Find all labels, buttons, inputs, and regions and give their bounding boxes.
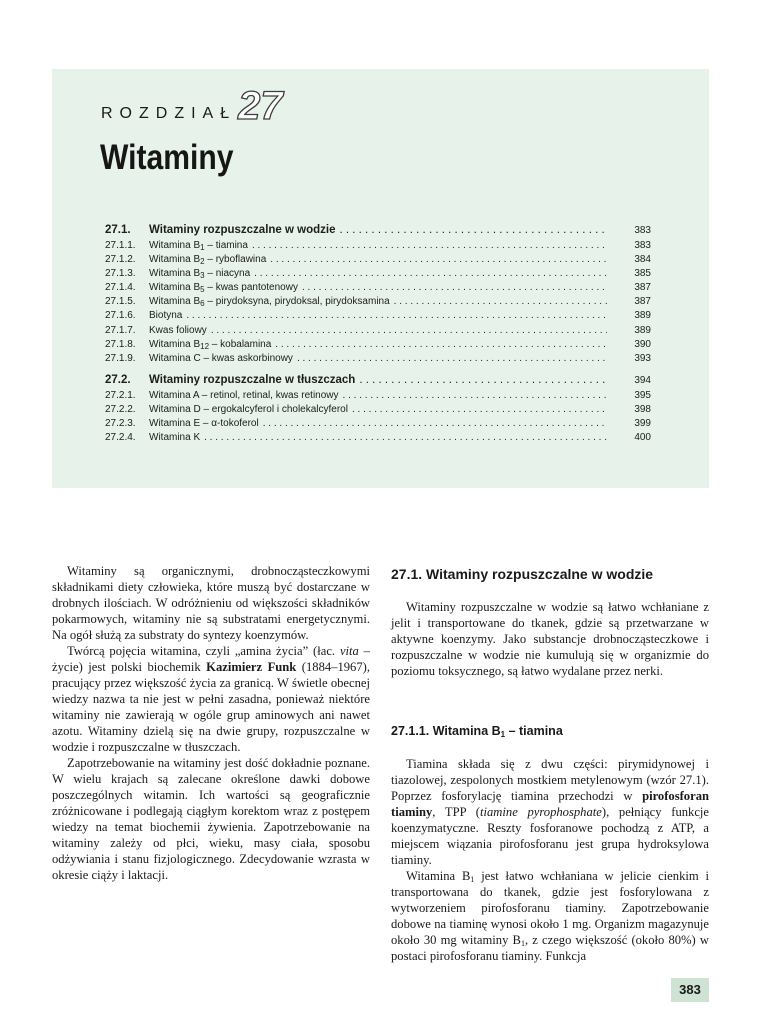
subscript: 1 (500, 730, 506, 739)
toc-page: 399 (634, 418, 651, 430)
toc-row (105, 281, 651, 295)
toc-number: 27.2.2. (105, 403, 136, 415)
toc-number: 27.1.3. (105, 268, 136, 280)
text-run: Tiamina składa się z dwu części: pirymidynowej i tiazolowej, zespolonych mostkiem metylenowym (wzór 27.1). Poprzez fosforylację tiamina przechodzi w (391, 757, 709, 803)
text-run: ), pełniący funkcje koenzymatyczne. Reszty fosforanowe pochodzą z ATP, a miejscem wiązania pirofosforanu jest grupa hydroksylowa tiaminy. (391, 805, 710, 867)
toc-row (105, 403, 651, 417)
toc-row (105, 371, 651, 389)
text-run: Witamina B (406, 869, 471, 883)
toc-leader (302, 281, 607, 295)
toc-leader (252, 239, 607, 253)
toc-title: Witamina $B_6$ – pirydoksyna, pirydoksal, pirydoksamina (149, 296, 390, 309)
toc-number: 27.1.5. (105, 296, 136, 308)
toc-row (105, 221, 651, 239)
toc-row (105, 352, 651, 366)
toc-page: 385 (634, 268, 651, 280)
toc-leader (263, 417, 607, 431)
subscript: 1 (470, 875, 475, 884)
toc-leader (352, 403, 607, 417)
toc-leader (204, 431, 607, 445)
toc-leader (359, 371, 607, 389)
toc-title: Witaminy rozpuszczalne w wodzie (149, 224, 336, 236)
text-run: – tiamina (505, 724, 563, 738)
intro-paragraph-1: Witaminy są organicznymi, drobnocząsteczkowymi składnikami diety człowieka, które muszą być dostarczane w drobnych ilościach. W odróżnieniu od większości składników pokarmowych, witaminy nie są substratami energetycznymi. Na ogół służą za substraty do syntezy koenzymów. (52, 564, 370, 642)
toc-title: Witamina E – α-tokoferol (149, 418, 259, 430)
toc-page: 383 (634, 240, 651, 251)
toc-number: 27.1.8. (105, 338, 136, 350)
toc-title: Biotyna (149, 310, 183, 322)
bold-term: pirofosforan tiaminy (391, 789, 709, 819)
toc-leader (339, 221, 607, 239)
toc-page: 389 (634, 324, 651, 336)
toc-row (105, 324, 651, 338)
toc-number: 27.2. (105, 373, 131, 386)
toc-title: Witamina $B_{12}$ – kobalamina (149, 338, 272, 351)
text-run: , z czego większość (około 80%) w postaci pirofosforanu tiaminy. Funkcja (391, 933, 710, 963)
subscript: 1 (520, 939, 525, 948)
toc-number: 27.2.4. (105, 432, 136, 444)
text-run: – życie) jest polski biochemik (52, 644, 370, 674)
text-run: (1884–1967), pracujący przez większość życia za granicą. W świetle obecnej wiedzy nazwa ta nie jest w pełni zasadna, ponieważ niektóre witaminy nie zawierają w ogóle grup aminowych ani nawet azotu. Witaminy dzielą się na dwie grupy, rozpuszczalne w wodzie i rozpuszczalne w tłuszczach. (52, 660, 370, 754)
chapter-label-line (101, 86, 283, 126)
toc-title: Witamina K (149, 432, 201, 444)
italic-term: vita (339, 644, 359, 658)
toc-title: Witamina $B_1$ – tiamina (149, 240, 248, 252)
text-run: , TPP ( (432, 805, 481, 819)
section-heading-27-1-1 (391, 724, 563, 738)
toc-row (105, 253, 651, 267)
toc-row (105, 431, 651, 445)
chapter-label: ROZDZIAŁ (101, 105, 237, 122)
toc-number: 27.1.1. (105, 240, 136, 251)
toc-page: 394 (634, 374, 651, 386)
toc-page: 395 (634, 389, 651, 401)
text-run: jest łatwo wchłaniana w jelicie cienkim i transportowana do tkanek, gdzie jest fosforylowana z wytworzeniem pirofosforanu tiaminy. Zapotrzebowanie dobowe na tiaminę wynosi około 1 mg. Organizm magazynuje około 30 mg witaminy B (391, 869, 709, 947)
section-27-1-paragraph: Witaminy rozpuszczalne w wodzie są łatwo wchłaniane z jelit i transportowane do tkanek, gdzie są przetwarzane w aktywne koenzymy. Jako substancje drobnocząsteczkowe i rozpuszczalne w wodzie nie kumulują się w organizmie do poziomu toksycznego, są łatwo wydalane przez nerki. (391, 600, 709, 678)
bold-name: Kazimierz Funk (206, 660, 297, 674)
toc-page: 389 (634, 310, 651, 322)
toc-page: 390 (634, 338, 651, 350)
toc-number: 27.1.9. (105, 352, 136, 364)
toc-number: 27.2.1. (105, 389, 136, 401)
page-number: 383 (671, 978, 709, 1002)
section-27-1-body (391, 599, 709, 679)
intro-paragraph-2 (52, 643, 370, 755)
toc-leader (186, 309, 607, 323)
toc-number: 27.1. (105, 224, 131, 236)
toc-page: 400 (634, 432, 651, 444)
text-run: 27.1.1. Witamina B (391, 724, 501, 738)
toc-row (105, 239, 651, 253)
toc-row (105, 309, 651, 323)
toc-title: Witamina $B_5$ – kwas pantotenowy (149, 282, 298, 295)
toc-page: 383 (634, 225, 651, 236)
intro-paragraph-3: Zapotrzebowanie na witaminy jest dość dokładnie poznane. W wielu krajach są zalecane określone dawki dobowe poszczególnych witamin. Ich wartości są geograficznie zróżnicowane i podlegają ciągłym korektom wraz z postępem wiedzy na temat biochemii żywienia. Zapotrzebowanie na witaminy zależy od płci, wieku, masy ciała, sposobu odżywiania i stanu fizjologicznego. Zdecydowanie wzrasta w okresie ciąży i laktacji. (52, 756, 370, 882)
toc-title: Witamina A – retinol, retinal, kwas retinowy (149, 389, 339, 401)
toc-leader (275, 338, 607, 352)
toc-title: Witamina C – kwas askorbinowy (149, 352, 293, 364)
text-run: Twórcą pojęcia witamina, czyli „amina życia” (łac. (67, 644, 340, 658)
section-heading-27-1: 27.1. Witaminy rozpuszczalne w wodzie (391, 566, 654, 582)
toc-leader (394, 295, 607, 309)
tiamina-paragraph-2 (391, 868, 709, 964)
toc-title: Witamina D – ergokalcyferol i cholekalcyferol (149, 403, 348, 415)
toc-title: Witamina $B_3$ – niacyna (149, 268, 251, 281)
toc-leader (211, 324, 607, 338)
toc-leader (254, 267, 607, 281)
toc-row (105, 267, 651, 281)
italic-term: tiamine pyrophosphate (480, 805, 602, 819)
toc-row (105, 389, 651, 403)
chapter-number: 27 (238, 84, 283, 128)
intro-column (52, 563, 370, 883)
toc-page: 387 (634, 282, 651, 294)
toc-number: 27.1.7. (105, 324, 136, 336)
toc-leader (343, 389, 607, 403)
toc-page: 398 (634, 403, 651, 415)
table-of-contents (105, 221, 651, 445)
section-27-1-1-body (391, 756, 709, 964)
toc-page: 393 (634, 352, 651, 364)
toc-title: Witaminy rozpuszczalne w tłuszczach (149, 373, 356, 386)
toc-row (105, 295, 651, 309)
toc-number: 27.1.6. (105, 310, 136, 322)
toc-row (105, 417, 651, 431)
toc-leader (297, 352, 607, 366)
toc-row (105, 338, 651, 352)
toc-number: 27.1.4. (105, 282, 136, 294)
chapter-title: Witaminy (100, 138, 234, 177)
toc-title: Kwas foliowy (149, 324, 207, 336)
toc-number: 27.2.3. (105, 418, 136, 430)
toc-page: 384 (634, 254, 651, 266)
tiamina-paragraph-1 (391, 756, 709, 868)
toc-number: 27.1.2. (105, 254, 136, 266)
toc-leader (270, 253, 607, 267)
toc-page: 387 (634, 296, 651, 308)
toc-title: Witamina $B_2$ – ryboflawina (149, 254, 267, 267)
